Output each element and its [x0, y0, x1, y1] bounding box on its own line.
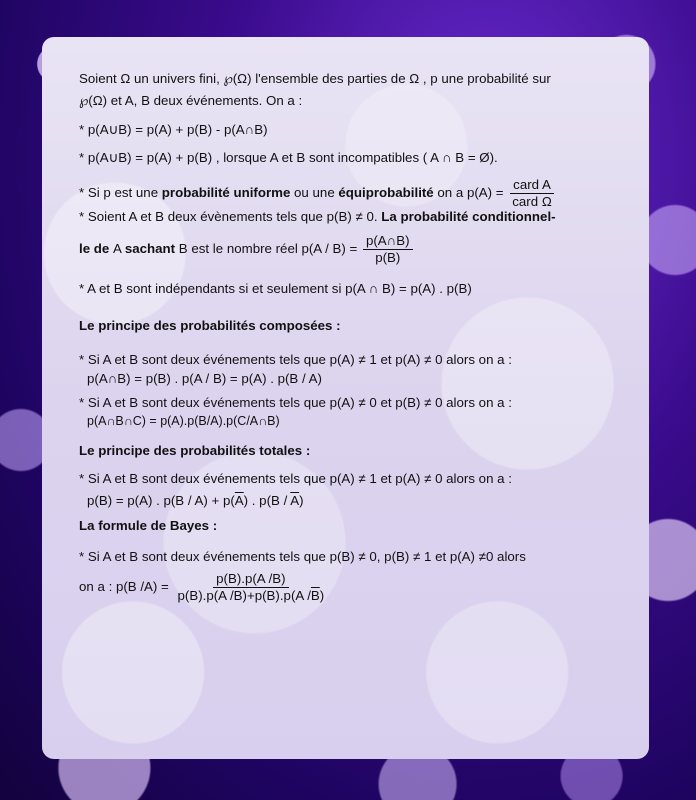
text: * Soient A et B deux évènements tels que p(B) ≠ 0. [79, 209, 382, 224]
composed-formula-2: p(A∩B∩C) = p(A).p(B/A).p(C/A∩B) [87, 414, 280, 428]
text: ) [319, 587, 325, 603]
text: ou une [290, 184, 339, 200]
independence-line: * A et B sont indépendants si et seulement si p(A ∩ B) = p(A) . p(B) [79, 281, 472, 296]
composed-condition-1: * Si A et B sont deux événements tels que p(A) ≠ 1 et p(A) ≠ 0 alors on a : [79, 352, 512, 367]
total-condition: * Si A et B sont deux événements tels que p(A) ≠ 1 et p(A) ≠ 0 alors on a : [79, 471, 512, 486]
denominator: card Ω [512, 193, 552, 209]
denominator: p(B) [375, 249, 401, 265]
text: le de [79, 240, 113, 256]
text: ) [299, 493, 304, 508]
text: on a : p(B /A) = [79, 578, 173, 594]
conditional-fraction [363, 233, 413, 266]
union-incompatible-formula: * p(A∪B) = p(A) + p(B) , lorsque A et B sont incompatibles ( A ∩ B = Ø). [79, 150, 498, 165]
term-conditional: La probabilité conditionnel- [381, 209, 556, 224]
b-bar: $\overline{B}$ [266, 587, 276, 603]
heading-total: Le principe des probabilités totales : [79, 443, 311, 458]
term-equiprobability: équiprobabilité [338, 184, 434, 200]
total-formula [87, 493, 304, 508]
composed-formula-1: p(A∩B) = p(B) . p(A / B) = p(A) . p(B / A) [87, 371, 322, 386]
b-bar: $\overline{B}$ [310, 587, 320, 603]
a-bar: $\overline{A}$ [290, 493, 300, 508]
bayes-formula [79, 571, 329, 604]
conditional-def-line-2 [79, 233, 415, 266]
intro-line-2: ℘(Ω) et A, B deux événements. On a : [79, 93, 303, 108]
content-card [42, 37, 649, 759]
heading-composed: Le principe des probabilités composées : [79, 318, 341, 333]
text: * Si p est une [79, 184, 162, 200]
text: ) . p(B / [243, 493, 291, 508]
bayes-condition: * Si A et B sont deux événements tels que p(B) ≠ 0, p(B) ≠ 1 et p(A) ≠0 alors [79, 549, 526, 564]
text: p(B).p(A /B)+p( [177, 587, 267, 603]
term-uniform: probabilité uniforme [161, 184, 291, 200]
heading-bayes: La formule de Bayes : [79, 518, 218, 533]
text: ).p(A / [275, 587, 311, 603]
conditional-def-line-1 [79, 209, 556, 224]
text: B est le nombre réel p(A / B) = [175, 240, 361, 256]
numerator: p(B).p(A /B) [213, 571, 288, 588]
uniform-probability-line [79, 177, 557, 210]
card-fraction [509, 177, 555, 210]
numerator: p(A∩B) [363, 233, 413, 250]
denominator [175, 588, 328, 604]
text: A [113, 240, 125, 256]
a-bar: $\overline{A}$ [234, 493, 244, 508]
term-sachant: sachant [124, 240, 176, 256]
composed-condition-2: * Si A et B sont deux événements tels que p(A) ≠ 0 et p(B) ≠ 0 alors on a : [79, 395, 512, 410]
union-formula: * p(A∪B) = p(A) + p(B) - p(A∩B) [79, 122, 268, 137]
bayes-fraction [175, 571, 328, 604]
intro-line-1: Soient Ω un univers fini, ℘(Ω) l'ensemble des parties de Ω , p une probabilité sur [79, 71, 551, 86]
text: p(B) = p(A) . p(B / A) + p( [87, 493, 235, 508]
text: on a p(A) = [433, 184, 508, 200]
numerator: card A [510, 177, 554, 194]
